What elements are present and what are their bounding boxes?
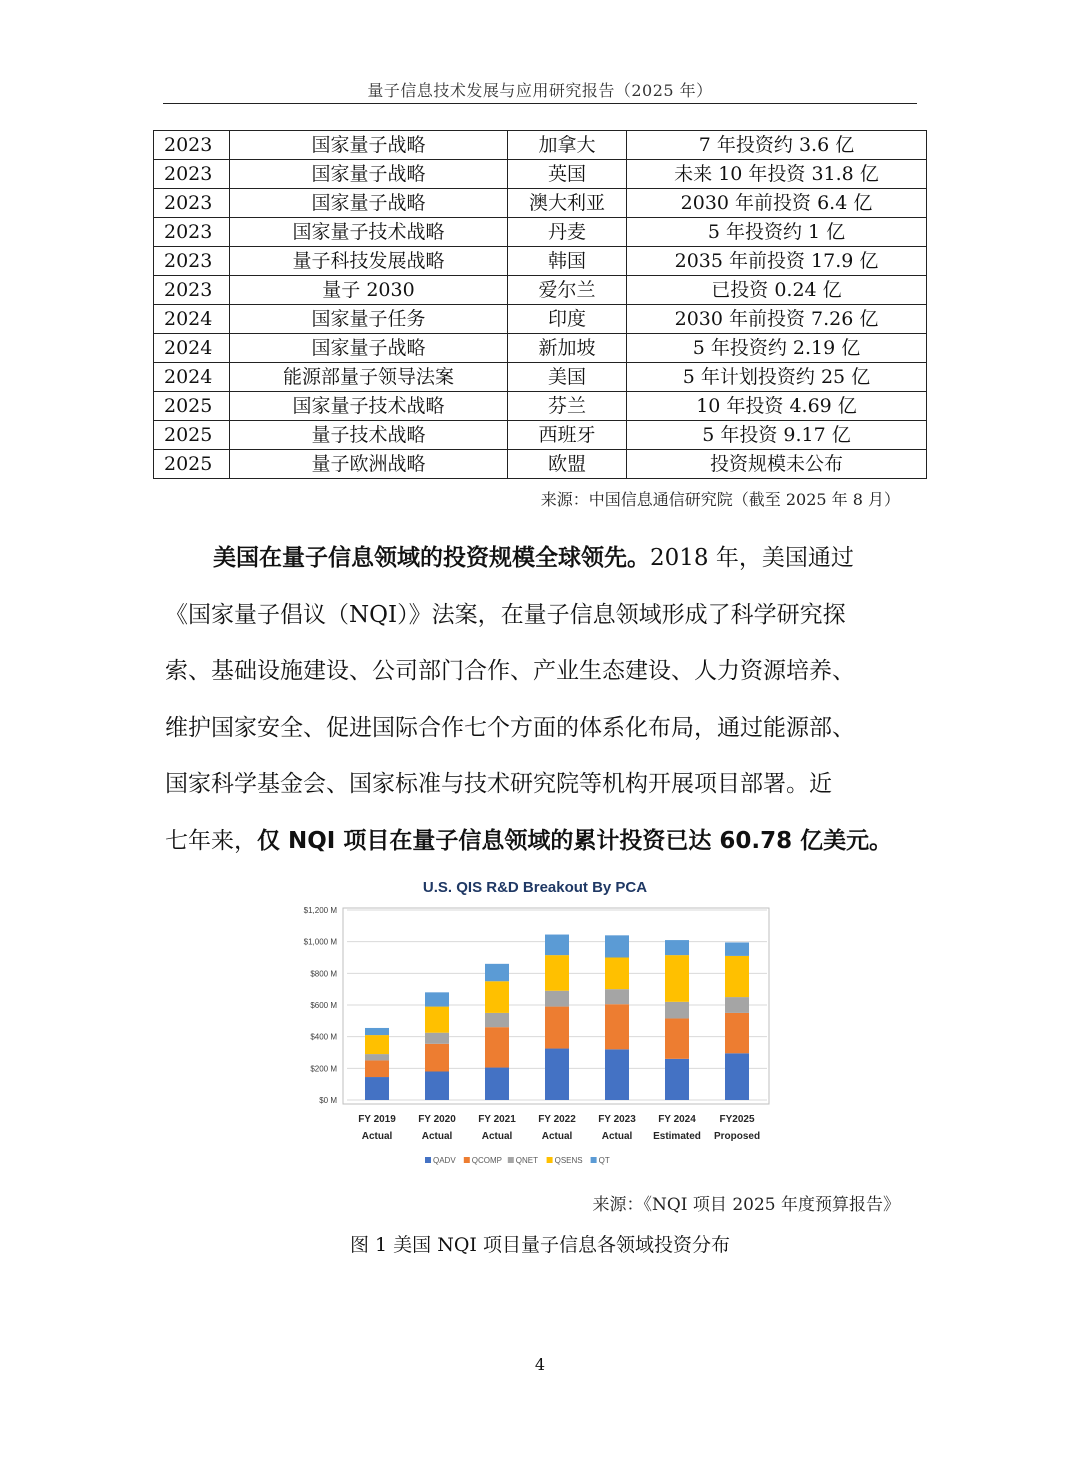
country-cell: 爱尔兰 xyxy=(508,276,627,305)
bar-segment-qsens xyxy=(365,1035,389,1054)
bar-segment-qcomp xyxy=(425,1044,449,1072)
x-tick-label: Actual xyxy=(541,1131,573,1142)
country-cell: 澳大利亚 xyxy=(508,189,627,218)
bar-segment-qt xyxy=(545,935,569,956)
x-tick-label: FY 2019 xyxy=(358,1114,396,1125)
investment-cell: 10 年投资 4.69 亿 xyxy=(627,392,927,421)
bar-segment-qsens xyxy=(425,1007,449,1033)
year-cell: 2023 xyxy=(154,276,230,305)
bar-segment-qadv xyxy=(365,1077,389,1100)
strategy-name-cell: 量子技术战略 xyxy=(230,421,508,450)
x-tick-label: FY2025 xyxy=(719,1114,755,1125)
strategy-name-cell: 国家量子战略 xyxy=(230,334,508,363)
investment-cell: 未来 10 年投资 31.8 亿 xyxy=(627,160,927,189)
year-cell: 2023 xyxy=(154,131,230,160)
bar-segment-qadv xyxy=(545,1049,569,1100)
bar-segment-qcomp xyxy=(605,1004,629,1049)
x-tick-label: Estimated xyxy=(653,1131,701,1142)
y-tick-label: $800 M xyxy=(310,969,337,979)
strategy-name-cell: 量子 2030 xyxy=(230,276,508,305)
table-row xyxy=(154,421,927,450)
year-cell: 2025 xyxy=(154,392,230,421)
x-tick-label: FY 2022 xyxy=(538,1114,576,1125)
body-text: 2018 年，美国通过 xyxy=(650,545,854,571)
y-tick-label: $1,200 M xyxy=(303,906,337,915)
strategy-name-cell: 国家量子技术战略 xyxy=(230,218,508,247)
strategy-name-cell: 国家量子技术战略 xyxy=(230,392,508,421)
table-row xyxy=(154,218,927,247)
investment-cell: 5 年计划投资约 25 亿 xyxy=(627,363,927,392)
chart-title: U.S. QIS R&D Breakout By PCA xyxy=(422,879,648,896)
bar-segment-qnet xyxy=(725,997,749,1013)
bar-segment-qnet xyxy=(425,1033,449,1044)
table-row xyxy=(154,363,927,392)
y-tick-label: $1,000 M xyxy=(303,937,337,947)
country-cell: 加拿大 xyxy=(508,131,627,160)
country-cell: 芬兰 xyxy=(508,392,627,421)
investment-cell: 5 年投资约 1 亿 xyxy=(627,218,927,247)
legend-swatch xyxy=(547,1157,553,1163)
year-cell: 2024 xyxy=(154,334,230,363)
body-text: 七年来， xyxy=(165,827,257,854)
year-cell: 2023 xyxy=(154,189,230,218)
x-tick-label: Actual xyxy=(421,1131,453,1142)
figure-caption: 图 1 美国 NQI 项目量子信息各领域投资分布 xyxy=(350,1234,730,1256)
investment-table xyxy=(153,130,927,479)
bar-segment-qadv xyxy=(425,1072,449,1101)
bar-segment-qsens xyxy=(605,958,629,990)
x-tick-label: Actual xyxy=(361,1131,393,1142)
investment-cell: 5 年投资约 2.19 亿 xyxy=(627,334,927,363)
bar-segment-qt xyxy=(725,942,749,955)
bar-segment-qt xyxy=(605,935,629,957)
body-line: 维护国家安全、促进国际合作七个方面的体系化布局，通过能源部、 xyxy=(165,714,855,741)
year-cell: 2024 xyxy=(154,363,230,392)
legend-label: QADV xyxy=(433,1156,456,1165)
table-row xyxy=(154,131,927,160)
table-source: 来源：中国信息通信研究院（截至 2025 年 8 月） xyxy=(540,490,900,509)
strategy-name-cell: 量子科技发展战略 xyxy=(230,247,508,276)
x-tick-label: FY 2024 xyxy=(658,1114,696,1125)
legend-swatch xyxy=(508,1157,514,1163)
bar-segment-qcomp xyxy=(725,1013,749,1053)
country-cell: 印度 xyxy=(508,305,627,334)
page-number: 4 xyxy=(534,1355,546,1374)
x-tick-label: FY 2023 xyxy=(598,1114,636,1125)
y-tick-label: $600 M xyxy=(310,1001,337,1010)
body-line: 索、基础设施建设、公司部门合作、产业生态建设、人力资源培养、 xyxy=(165,658,855,684)
country-cell: 欧盟 xyxy=(508,450,627,479)
bold-lead: 美国在量子信息领域的投资规模全球领先。 xyxy=(213,545,650,571)
y-tick-label: $200 M xyxy=(310,1064,337,1074)
x-tick-label: FY 2021 xyxy=(478,1114,516,1125)
strategy-name-cell: 能源部量子领导法案 xyxy=(230,363,508,392)
table-row xyxy=(154,305,927,334)
bar-segment-qadv xyxy=(665,1059,689,1100)
table-row xyxy=(154,189,927,218)
bar-segment-qnet xyxy=(545,991,569,1007)
year-cell: 2025 xyxy=(154,421,230,450)
country-cell: 美国 xyxy=(508,363,627,392)
investment-cell: 已投资 0.24 亿 xyxy=(627,276,927,305)
investment-cell: 投资规模未公布 xyxy=(627,450,927,479)
x-tick-label: Actual xyxy=(481,1131,513,1142)
body-paragraph xyxy=(165,530,907,869)
investment-cell: 2035 年前投资 17.9 亿 xyxy=(627,247,927,276)
legend-label: QCOMP xyxy=(471,1156,503,1165)
strategy-name-cell: 量子欧洲战略 xyxy=(230,450,508,479)
body-line xyxy=(165,813,907,870)
body-line: 国家科学基金会、国家标准与技术研究院等机构开展项目部署。近 xyxy=(165,771,832,797)
x-tick-label: Actual xyxy=(601,1131,633,1142)
bar-segment-qadv xyxy=(605,1049,629,1100)
bar-segment-qnet xyxy=(605,989,629,1004)
year-cell: 2023 xyxy=(154,247,230,276)
table-row xyxy=(154,334,927,363)
bold-tail: 仅 NQI 项目在量子信息领域的累计投资已达 60.78 亿美元。 xyxy=(257,827,893,854)
strategy-name-cell: 国家量子战略 xyxy=(230,189,508,218)
year-cell: 2023 xyxy=(154,160,230,189)
legend-swatch xyxy=(464,1157,470,1163)
legend-swatch xyxy=(591,1157,597,1163)
bar-segment-qsens xyxy=(665,955,689,1002)
bar-segment-qnet xyxy=(485,1013,509,1027)
legend-label: QSENS xyxy=(554,1156,583,1165)
investment-cell: 5 年投资 9.17 亿 xyxy=(627,421,927,450)
bar-segment-qcomp xyxy=(365,1060,389,1077)
table-row xyxy=(154,247,927,276)
y-tick-label: $0 M xyxy=(319,1096,337,1105)
bar-segment-qadv xyxy=(725,1053,749,1100)
strategy-name-cell: 国家量子任务 xyxy=(230,305,508,334)
y-tick-label: $400 M xyxy=(310,1032,337,1042)
strategy-name-cell: 国家量子战略 xyxy=(230,160,508,189)
x-tick-label: FY 2020 xyxy=(418,1114,456,1125)
bar-segment-qadv xyxy=(485,1068,509,1100)
legend-label: QT xyxy=(598,1156,610,1165)
figure-source: 来源：《NQI 项目 2025 年度预算报告》 xyxy=(592,1195,900,1215)
qis-rd-chart xyxy=(285,870,795,1175)
x-tick-label: Proposed xyxy=(713,1131,761,1142)
bar-segment-qsens xyxy=(485,981,509,1013)
country-cell: 丹麦 xyxy=(508,218,627,247)
bar-segment-qnet xyxy=(665,1002,689,1019)
table-row xyxy=(154,276,927,305)
country-cell: 新加坡 xyxy=(508,334,627,363)
bar-segment-qcomp xyxy=(545,1007,569,1049)
bar-segment-qnet xyxy=(365,1054,389,1060)
bar-segment-qsens xyxy=(725,956,749,997)
bar-segment-qcomp xyxy=(485,1027,509,1067)
year-cell: 2023 xyxy=(154,218,230,247)
legend-label: QNET xyxy=(515,1156,539,1165)
bar-segment-qt xyxy=(665,940,689,955)
body-line: 《国家量子倡议（NQI）》法案，在量子信息领域形成了科学研究探 xyxy=(165,601,846,628)
investment-cell: 2030 年前投资 6.4 亿 xyxy=(627,189,927,218)
year-cell: 2025 xyxy=(154,450,230,479)
country-cell: 韩国 xyxy=(508,247,627,276)
legend-swatch xyxy=(425,1157,431,1163)
chart-svg xyxy=(285,870,795,1175)
table-row xyxy=(154,450,927,479)
year-cell: 2024 xyxy=(154,305,230,334)
investment-cell: 2030 年前投资 7.26 亿 xyxy=(627,305,927,334)
country-cell: 英国 xyxy=(508,160,627,189)
body-line xyxy=(165,530,907,587)
table-row xyxy=(154,160,927,189)
bar-segment-qsens xyxy=(545,955,569,991)
investment-cell: 7 年投资约 3.6 亿 xyxy=(627,131,927,160)
country-cell: 西班牙 xyxy=(508,421,627,450)
running-title: 量子信息技术发展与应用研究报告（2025 年） xyxy=(367,81,713,100)
bar-segment-qt xyxy=(485,964,509,981)
bar-segment-qt xyxy=(425,992,449,1006)
bar-segment-qcomp xyxy=(665,1018,689,1058)
strategy-name-cell: 国家量子战略 xyxy=(230,131,508,160)
table-row xyxy=(154,392,927,421)
header-rule xyxy=(163,103,917,104)
bar-segment-qt xyxy=(365,1028,389,1035)
